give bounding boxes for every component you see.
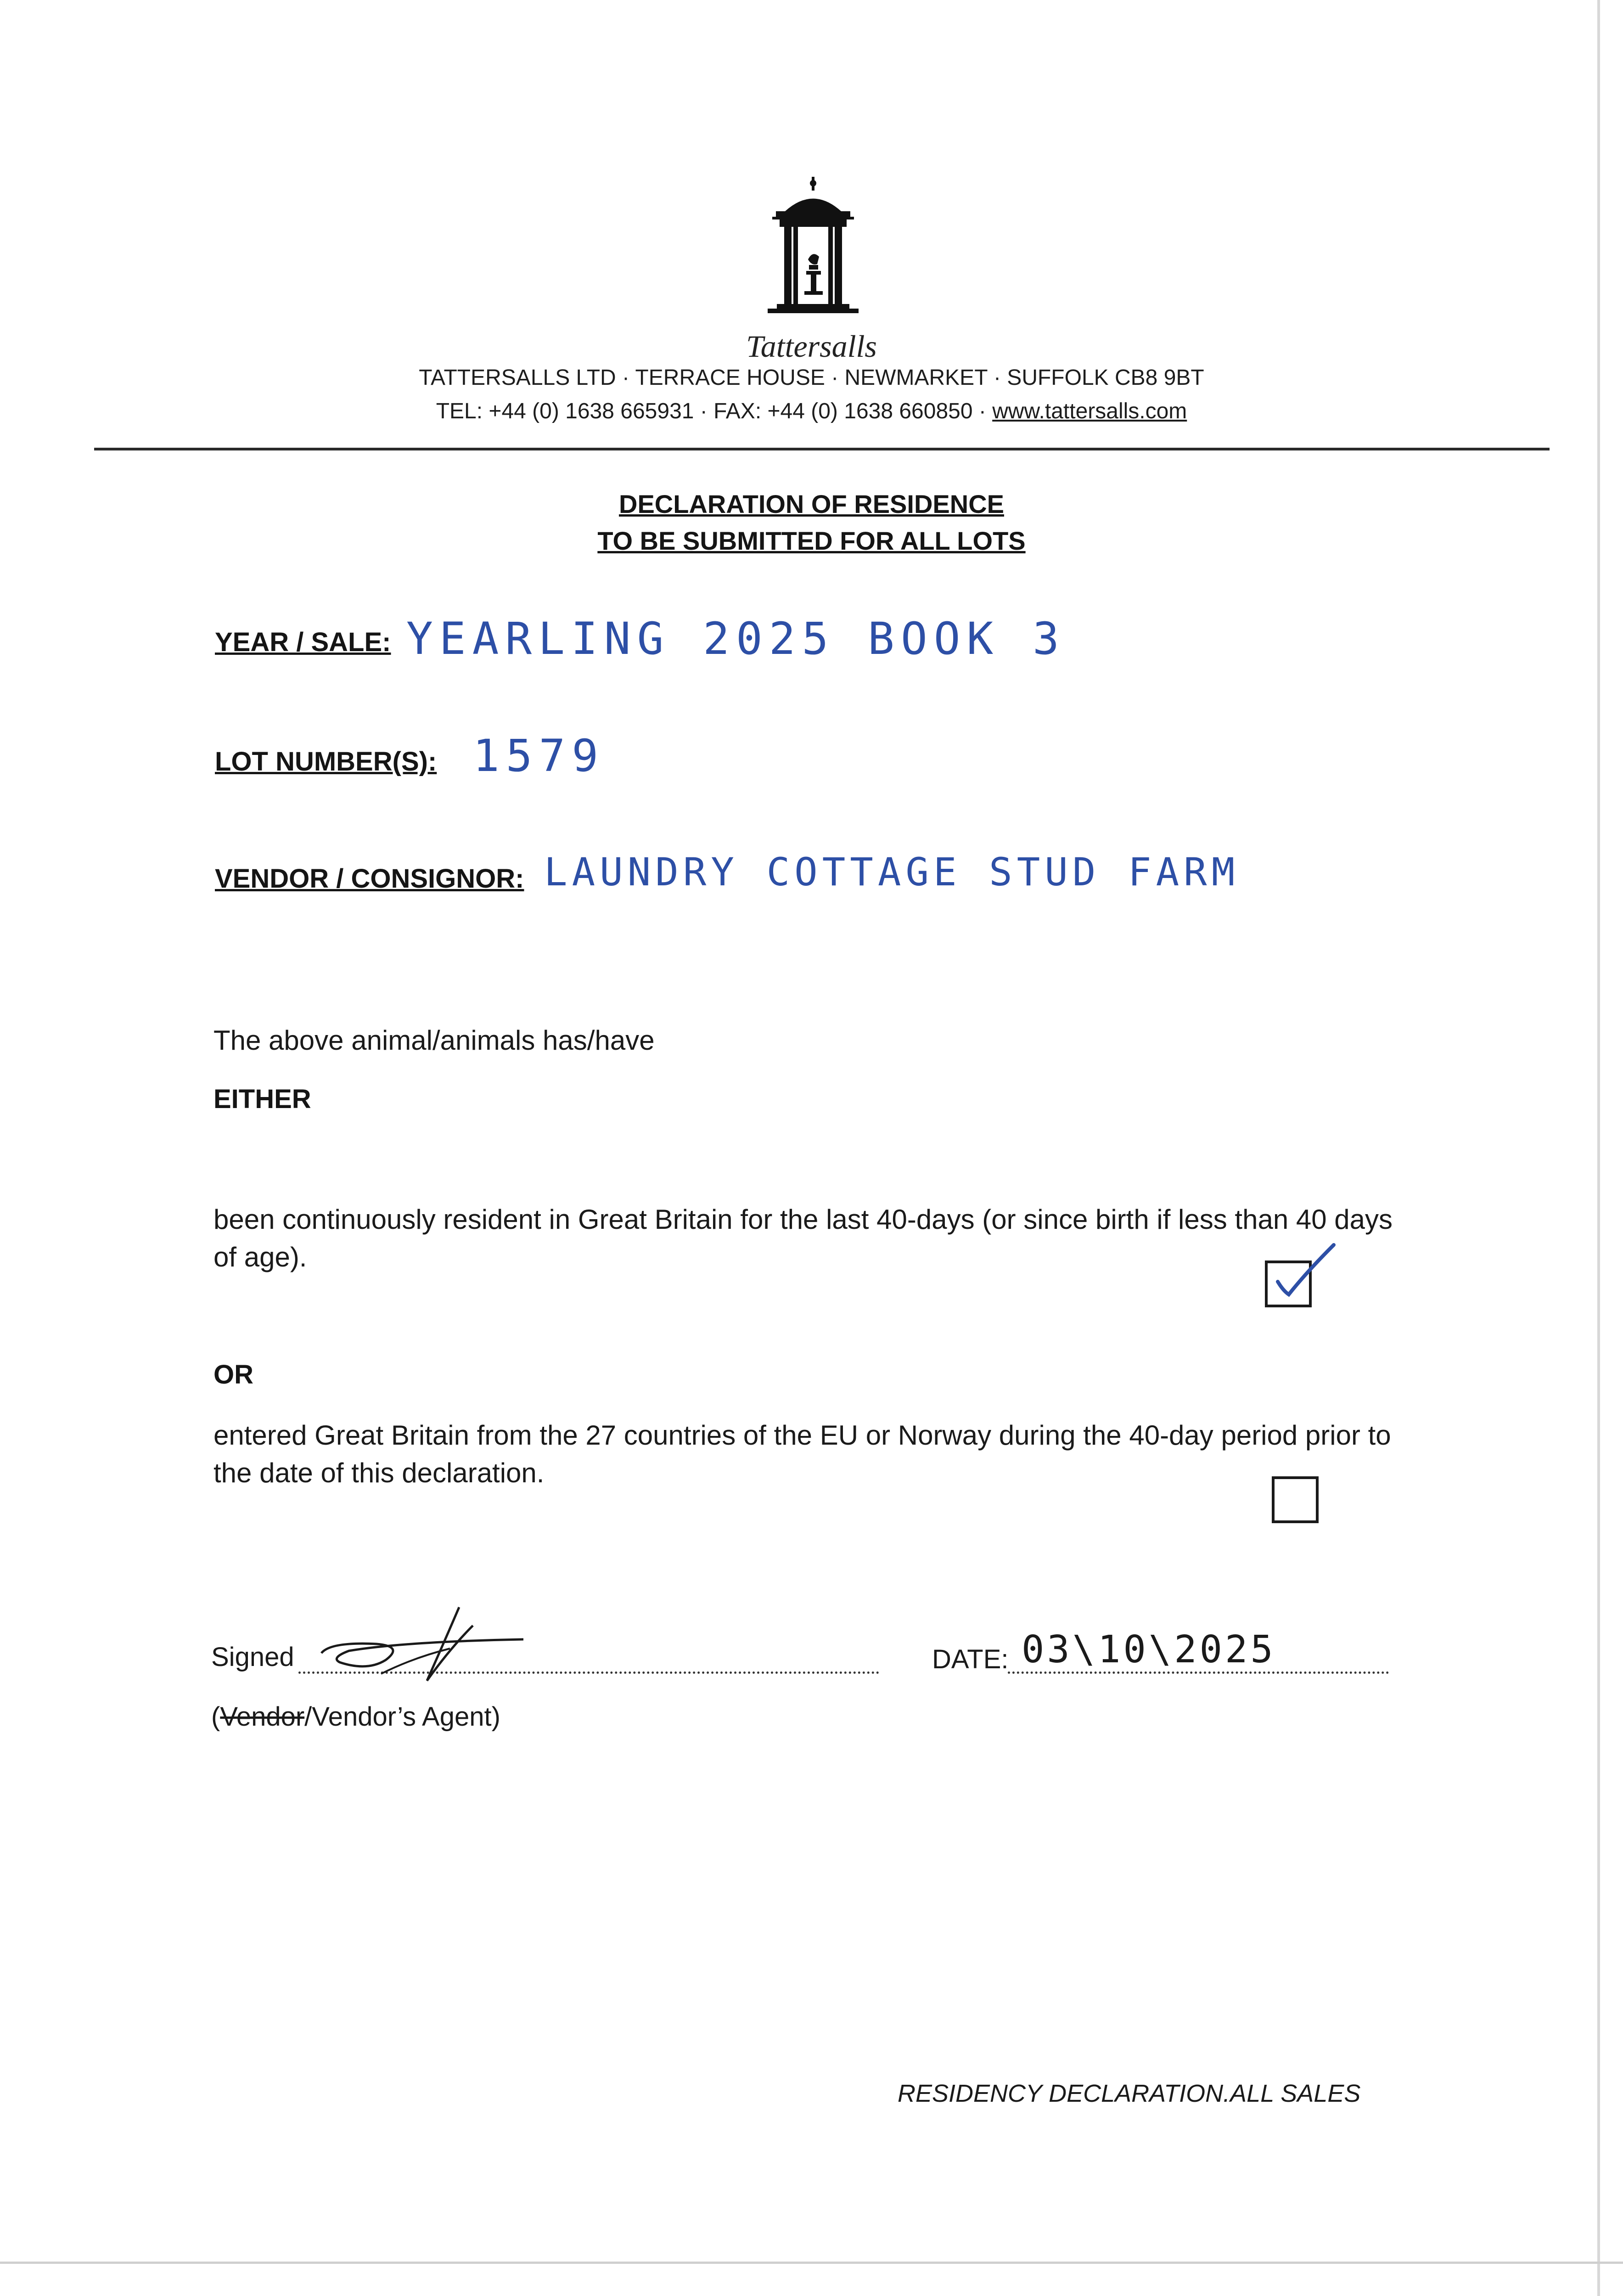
option1-checkbox[interactable] (1265, 1261, 1312, 1307)
option2-checkbox[interactable] (1272, 1476, 1319, 1523)
date-value[interactable]: 03\10\2025 (1022, 1628, 1276, 1671)
year-sale-value[interactable]: YEARLING 2025 BOOK 3 (406, 613, 1066, 664)
date-label: DATE: (932, 1644, 1009, 1674)
form-title: DECLARATION OF RESIDENCE (619, 490, 1004, 518)
form-subtitle: TO BE SUBMITTED FOR ALL LOTS (597, 526, 1026, 555)
page-edge-bottom (0, 2262, 1623, 2264)
signature-mark[interactable] (312, 1598, 533, 1690)
role-rest: /Vendor’s Agent) (304, 1702, 500, 1732)
date-line (1008, 1671, 1389, 1674)
vendor-value[interactable]: LAUNDRY COTTAGE STUD FARM (544, 850, 1240, 895)
or-label: OR (213, 1360, 253, 1390)
checkmark-icon (1265, 1240, 1334, 1305)
lot-numbers-value[interactable]: 1579 (473, 730, 605, 782)
lot-numbers-label: LOT NUMBER(S): (215, 747, 437, 777)
header-divider (94, 448, 1550, 450)
page-edge-right (1597, 0, 1600, 2296)
option2-text: entered Great Britain from the 27 countries of the EU or Norway during the 40-day period prior to the date of this declaration. (213, 1420, 1391, 1488)
option1-text: been continuously resident in Great Britain for the last 40-days (or since birth if less than 40 days of age). (213, 1204, 1393, 1272)
contact-line (275, 399, 1348, 424)
role-open: ( (211, 1702, 220, 1732)
brand-name: Tattersalls (746, 329, 877, 364)
vendor-label: VENDOR / CONSIGNOR: (215, 864, 524, 894)
contact-numbers: TEL: +44 (0) 1638 665931 · FAX: +44 (0) 1638 660850 · (436, 399, 993, 423)
footer-reference: RESIDENCY DECLARATION.ALL SALES (898, 2080, 1361, 2107)
signer-role (211, 1701, 500, 1732)
tattersalls-logo (744, 177, 882, 328)
website-link[interactable]: www.tattersalls.com (992, 399, 1187, 423)
intro-text: The above animal/animals has/have (213, 1025, 655, 1056)
role-struck: Vendor (220, 1702, 305, 1732)
address-line: TATTERSALLS LTD · TERRACE HOUSE · NEWMARKET · SUFFOLK CB8 9BT (419, 366, 1204, 390)
signed-label: Signed (211, 1642, 294, 1672)
year-sale-label: YEAR / SALE: (215, 627, 391, 657)
either-label: EITHER (213, 1084, 311, 1114)
